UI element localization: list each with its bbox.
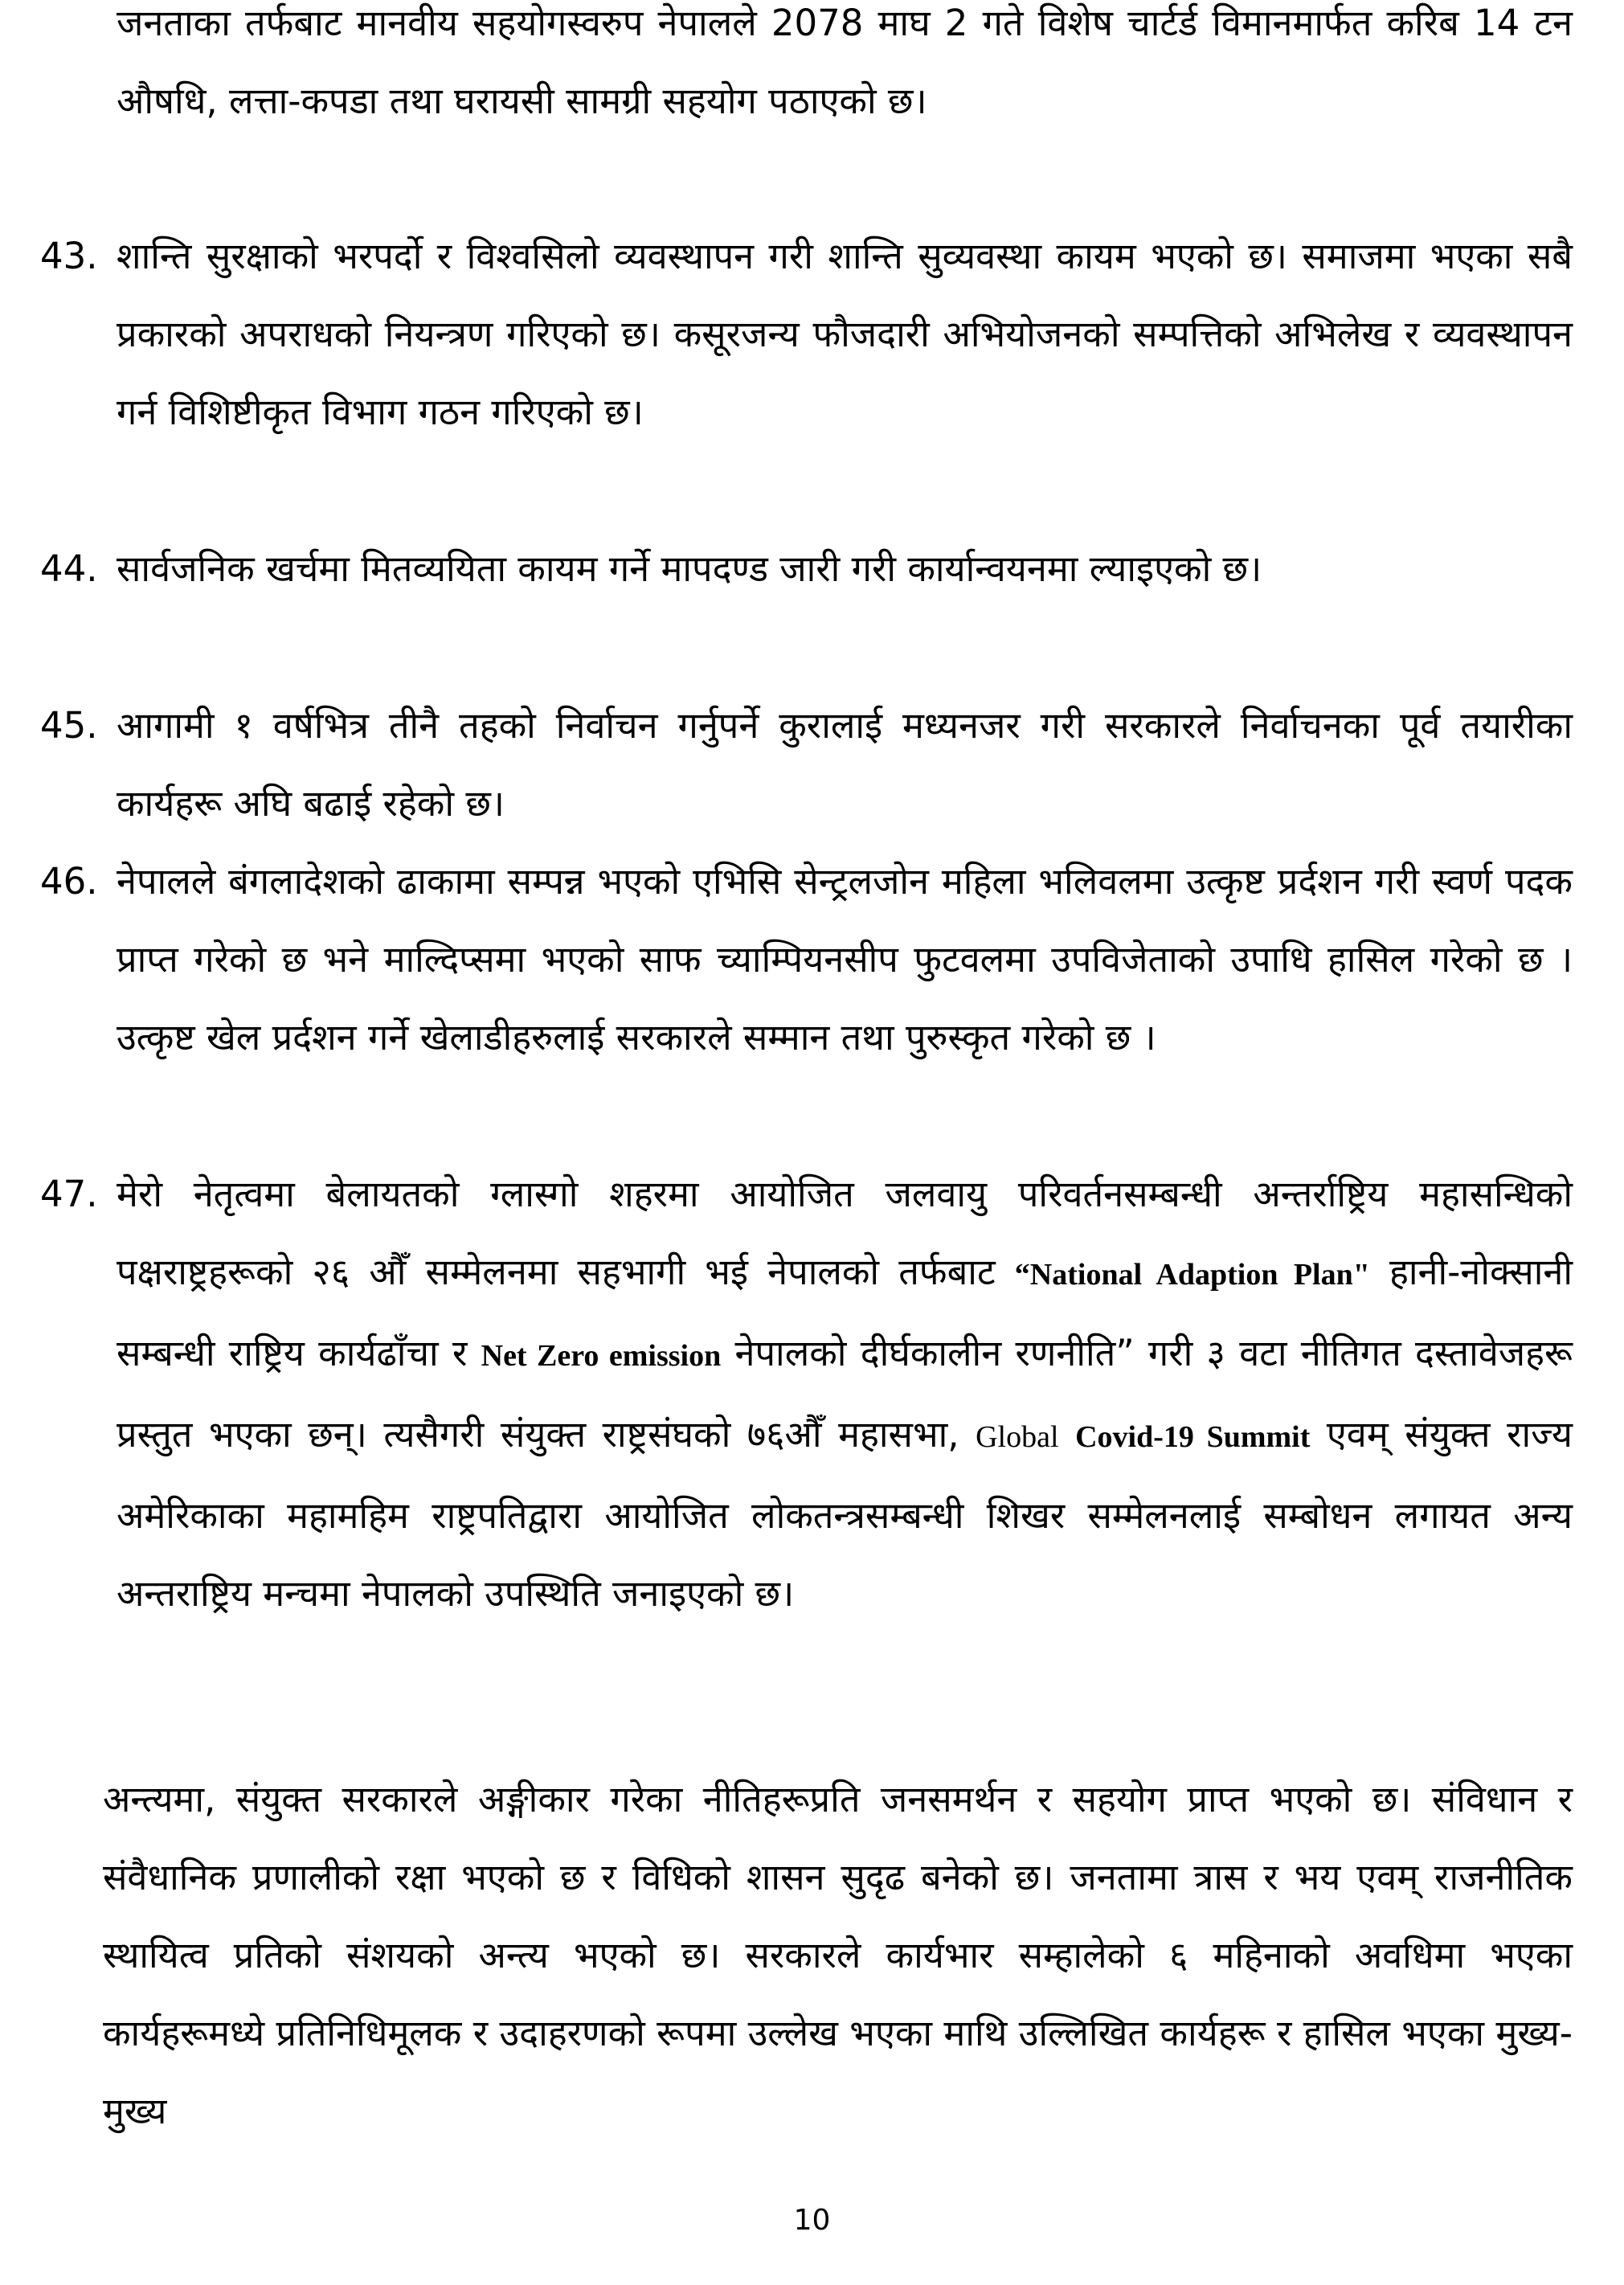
- national-adaption-plan-term: “National Adaption Plan": [1014, 1258, 1370, 1292]
- covid-summit-term: Covid-19 Summit: [1075, 1420, 1311, 1454]
- item-text: नेपालले बंगलादेशको ढाकामा सम्पन्न भएको एभिसि सेन्ट्रलजोन महिला भलिवलमा उत्कृष्ट प्रर्दशन गरी स्वर्ण पदक प्राप्त गरेको छ भने माल्दिप्समा भएको साफ च्याम्पियनसीप फुटवलमा उपविजेताको उपाधि हासिल गरेको छ । उत्कृष्ट खेल प्रर्दशन गर्ने खेलाडीहरुलाई सरकारले सम्मान तथा पुरुस्कृत गरेको छ ।: [117, 860, 1573, 1059]
- item-text: सार्वजनिक खर्चमा मितव्ययिता कायम गर्ने मापदण्ड जारी गरी कार्यान्वयनमा ल्याइएको छ।: [117, 547, 1262, 590]
- item-text: आगामी १ वर्षभित्र तीनै तहको निर्वाचन गर्नुपर्ने कुरालाई मध्यनजर गरी सरकारले निर्वाचनका पूर्व तयारीका कार्यहरू अघि बढाई रहेको छ।: [117, 704, 1573, 825]
- continued-paragraph: जनताका तर्फबाट मानवीय सहयोगस्वरुप नेपालले 2078 माघ 2 गते विशेष चार्टर्ड विमानमार्फत करिब 14 टन औषधि, लत्ता-कपडा तथा घरायसी सामग्री सहयोग पठाएको छ।: [117, 2, 1573, 122]
- text-segment: हानी-नोक्सानी सम्बन्धी राष्ट्रिय कार्यढाँचा र: [117, 1251, 1573, 1374]
- page-number: 10: [793, 2204, 831, 2237]
- item-number: 47.: [40, 1173, 98, 1215]
- item-number: 45.: [40, 704, 98, 747]
- global-term: Global: [976, 1420, 1059, 1454]
- item-number: 43.: [40, 235, 98, 277]
- item-number: 46.: [40, 860, 98, 903]
- closing-paragraph: अन्त्यमा, संयुक्त सरकारले अङ्गीकार गरेका नीतिहरूप्रति जनसमर्थन र सहयोग प्राप्त भएको छ। संविधान र संवैधानिक प्रणालीको रक्षा भएको छ र विधिको शासन सुदृढ बनेको छ। जनतामा त्रास र भय एवम् राजनीतिक स्थायित्व प्रतिको संशयको अन्त्य भएको छ। सरकारले कार्यभार सम्हालेको ६ महिनाको अवधिमा भएका कार्यहरूमध्ये प्रतिनिधिमूलक र उदाहरणको रूपमा उल्लेख भएका माथि उल्लिखित कार्यहरू र हासिल भएका मुख्य-मुख्य: [103, 1778, 1573, 2132]
- text-segment: नेपालको दीर्घकालीन रणनीति” गरी ३ वटा नीतिगत दस्तावेजहरू प्रस्तुत भएका छन्। त्यसैगरी संयुक्त राष्ट्रसंघको ७६औँ महासभा,: [117, 1332, 1573, 1456]
- text-segment: एवम् संयुक्त राज्य अमेरिकाका महामहिम राष्ट्रपतिद्वारा आयोजित लोकतन्त्रसम्बन्धी शिखर सम्मेलनलाई सम्बोधन लगायत अन्य अन्तराष्ट्रिय मन्चमा नेपालको उपस्थिति जनाइएको छ।: [117, 1413, 1573, 1615]
- net-zero-emission-term: Net Zero emission: [481, 1339, 722, 1373]
- item-text: [117, 1155, 1573, 1632]
- item-number: 44.: [40, 547, 98, 590]
- item-text: शान्ति सुरक्षाको भरपर्दो र विश्वसिलो व्यवस्थापन गरी शान्ति सुव्यवस्था कायम भएको छ। समाजमा भएका सबै प्रकारको अपराधको नियन्त्रण गरिएको छ। कसूरजन्य फौजदारी अभियोजनको सम्पत्तिको अभिलेख र व्यवस्थापन गर्न विशिष्टीकृत विभाग गठन गरिएको छ।: [117, 235, 1573, 433]
- text-segment: मेरो नेतृत्वमा बेलायतको ग्लास्गो शहरमा आयोजित जलवायु परिवर्तनसम्बन्धी अन्तर्राष्ट्रिय महासन्धिको पक्षराष्ट्रहरूको २६ औँ सम्मेलनमा सहभागी भई नेपालको तर्फबाट: [117, 1173, 1573, 1293]
